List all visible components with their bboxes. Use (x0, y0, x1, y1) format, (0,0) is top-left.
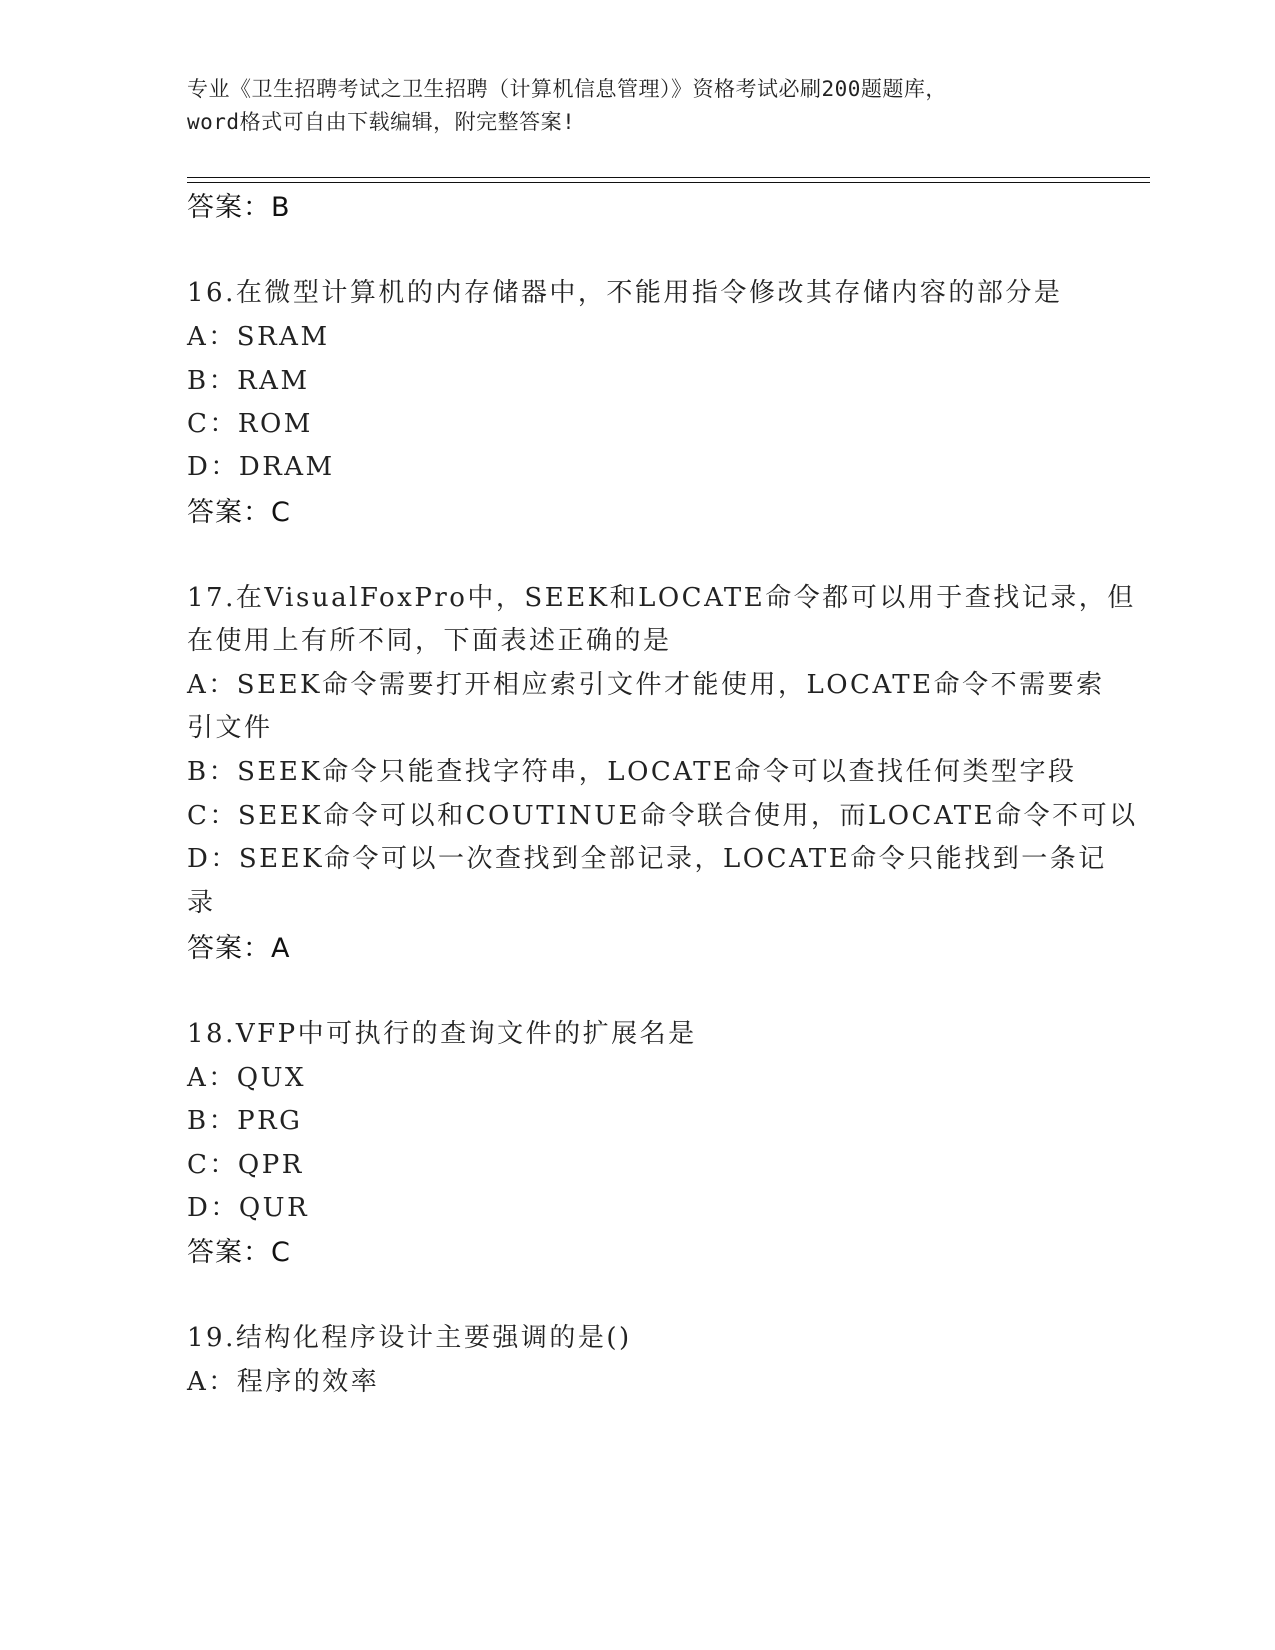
answer-17: 答案：A (187, 933, 291, 964)
option-d-continued: 录 (187, 888, 216, 918)
option-d: D：DRAM (187, 452, 335, 482)
question-stem-continued: 在使用上有所不同，下面表述正确的是 (187, 626, 672, 656)
option-a: A：QUX (187, 1063, 307, 1093)
option-a: A：SRAM (187, 322, 330, 352)
option-b: B：RAM (187, 366, 310, 396)
header-subtitle-line: word格式可自由下载编辑，附完整答案! (187, 110, 576, 134)
header-title-line: 专业《卫生招聘考试之卫生招聘（计算机信息管理）》资格考试必刷200题题库， (187, 77, 947, 101)
document-header (187, 73, 1087, 139)
question-stem: 19.结构化程序设计主要强调的是() (187, 1323, 632, 1353)
option-a: A：SEEK命令需要打开相应索引文件才能使用，LOCATE命令不需要索 (187, 670, 1105, 700)
header-divider-bottom (187, 182, 1150, 183)
option-d: D：QUR (187, 1193, 310, 1223)
header-divider-top (187, 177, 1150, 178)
option-b: B：SEEK命令只能查找字符串，LOCATE命令可以查找任何类型字段 (187, 757, 1077, 787)
answer-16: 答案：C (187, 497, 291, 528)
option-c: C：ROM (187, 409, 313, 439)
question-stem: 17.在VisualFoxPro中，SEEK和LOCATE命令都可以用于查找记录，但 (187, 583, 1136, 613)
option-b: B：PRG (187, 1106, 303, 1136)
option-d: D：SEEK命令可以一次查找到全部记录，LOCATE命令只能找到一条记 (187, 844, 1107, 874)
option-c: C：SEEK命令可以和COUTINUE命令联合使用，而LOCATE命令不可以 (187, 801, 1138, 831)
answer-15: 答案：B (187, 192, 291, 223)
question-stem: 18.VFP中可执行的查询文件的扩展名是 (187, 1019, 697, 1049)
option-a-continued: 引文件 (187, 713, 273, 743)
option-a: A：程序的效率 (187, 1367, 380, 1397)
question-stem: 16.在微型计算机的内存储器中，不能用指令修改其存储内容的部分是 (187, 278, 1063, 308)
option-c: C：QPR (187, 1150, 304, 1180)
answer-18: 答案：C (187, 1237, 291, 1268)
